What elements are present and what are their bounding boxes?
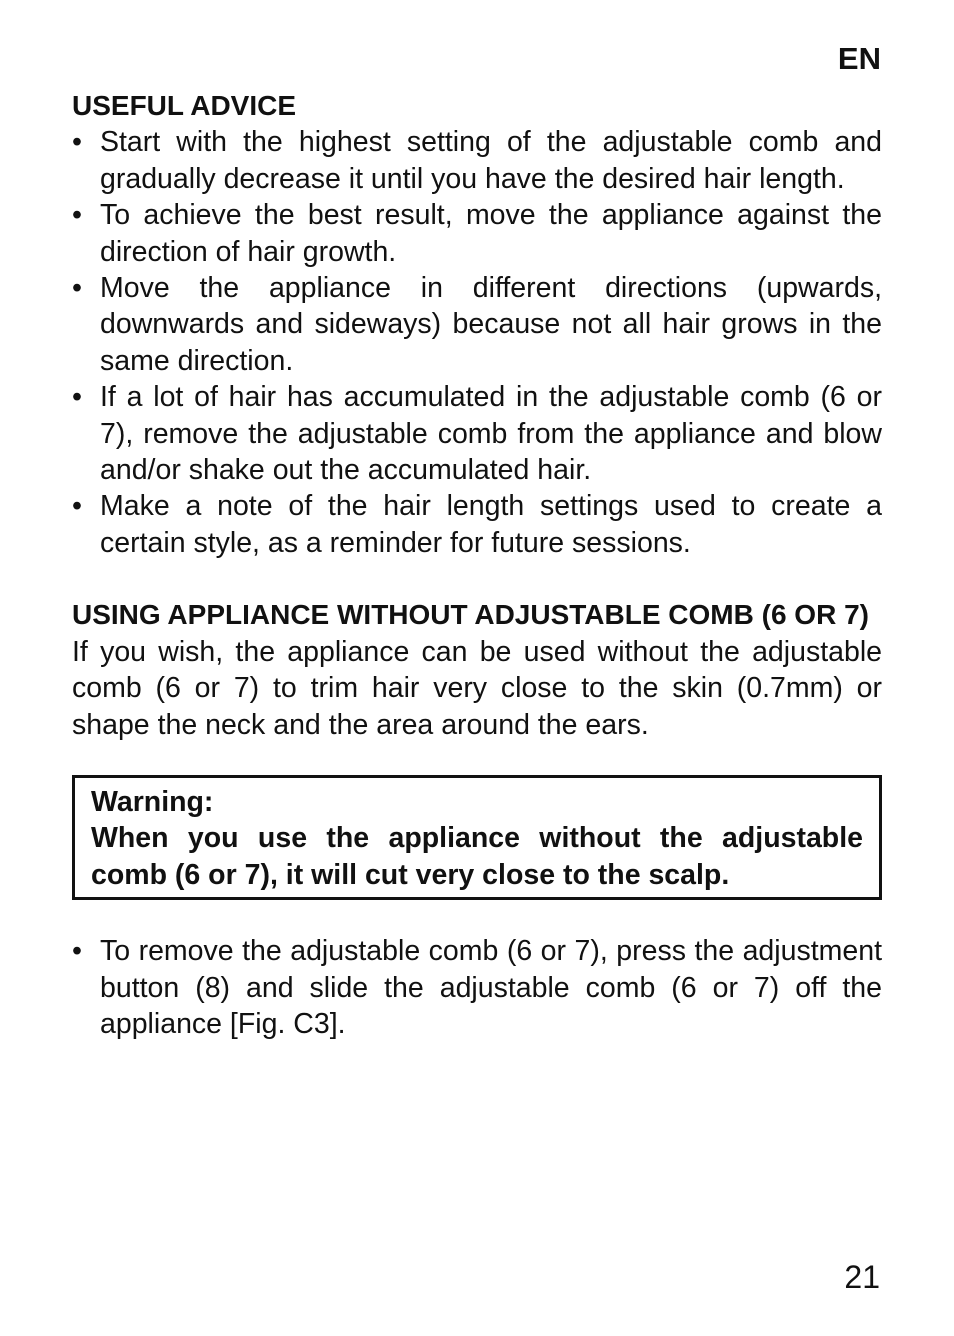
language-marker: EN xyxy=(837,41,881,76)
without-comb-section xyxy=(72,597,882,1042)
list-item xyxy=(72,488,882,561)
bullet-icon: • xyxy=(72,199,82,232)
useful-advice-list xyxy=(72,124,882,561)
bullet-icon: • xyxy=(72,935,82,968)
list-item xyxy=(72,197,882,270)
remove-comb-list xyxy=(72,933,882,1042)
useful-advice-section xyxy=(72,88,882,561)
useful-advice-heading: USEFUL ADVICE xyxy=(72,90,297,121)
list-item xyxy=(72,933,882,1042)
warning-box xyxy=(72,775,882,900)
list-item-text: Move the appliance in different directions (upwards, downwards and sideways) because not all hair grows in the same direction. xyxy=(100,272,882,377)
warning-title: Warning: xyxy=(91,785,214,818)
list-item-text: Make a note of the hair length settings used to create a certain style, as a reminder for future sessions. xyxy=(100,490,882,559)
page-content xyxy=(72,88,882,1042)
list-item xyxy=(72,124,882,197)
without-comb-heading: USING APPLIANCE WITHOUT ADJUSTABLE COMB (6 OR 7) xyxy=(72,599,869,631)
bullet-icon: • xyxy=(72,490,82,523)
list-item-text: If a lot of hair has accumulated in the adjustable comb (6 or 7), remove the adjustable comb from the appliance and blow and/or shake out the accumulated hair. xyxy=(100,381,882,487)
list-item-text: To achieve the best result, move the appliance against the direction of hair growth. xyxy=(100,199,882,268)
warning-text: When you use the appliance without the adjustable comb (6 or 7), it will cut very close to the scalp. xyxy=(91,822,863,891)
bullet-icon: • xyxy=(72,272,82,305)
list-item-text: To remove the adjustable comb (6 or 7), press the adjustment button (8) and slide the adjustable comb (6 or 7) off the appliance [Fig. C3]. xyxy=(100,935,882,1040)
bullet-icon: • xyxy=(72,126,82,159)
list-item-text: Start with the highest setting of the adjustable comb and gradually decrease it until you have the desired hair length. xyxy=(100,126,882,195)
without-comb-paragraph: If you wish, the appliance can be used without the adjustable comb (6 or 7) to trim hair very close to the skin (0.7mm) or shape the neck and the area around the ears. xyxy=(72,635,882,741)
bullet-icon: • xyxy=(72,381,82,414)
page-number: 21 xyxy=(844,1259,880,1295)
list-item xyxy=(72,270,882,379)
list-item xyxy=(72,379,882,488)
